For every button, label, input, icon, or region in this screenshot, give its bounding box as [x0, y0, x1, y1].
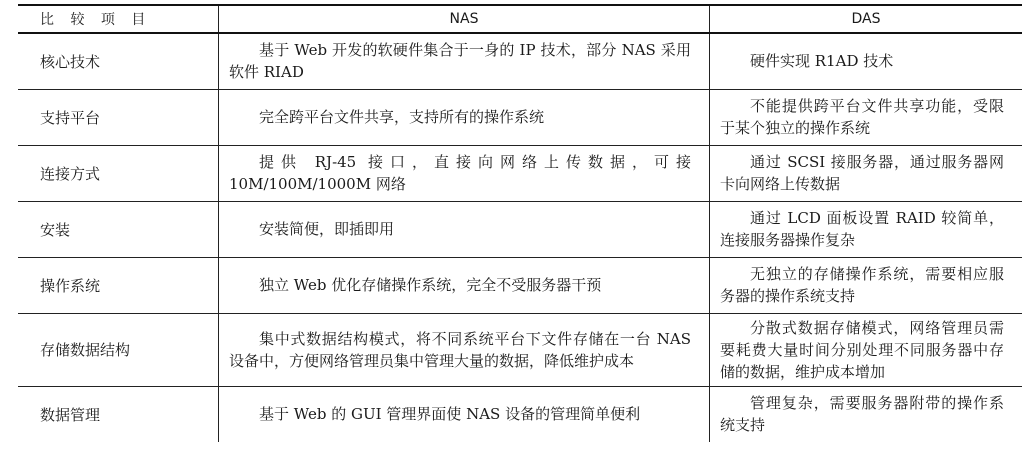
table-row	[18, 33, 1022, 89]
table-row	[18, 145, 1022, 201]
row-das: 不能提供跨平台文件共享功能，受限于某个独立的操作系统	[710, 89, 1023, 145]
row-item: 存储数据结构	[18, 313, 219, 386]
row-item: 支持平台	[18, 89, 219, 145]
row-item: 安装	[18, 201, 219, 257]
table-row	[18, 313, 1022, 386]
row-item: 核心技术	[18, 33, 219, 89]
header-das: DAS	[710, 5, 1023, 33]
row-item: 连接方式	[18, 145, 219, 201]
table-row	[18, 89, 1022, 145]
row-item: 操作系统	[18, 257, 219, 313]
row-das: 通过 SCSI 接服务器，通过服务器网卡向网络上传数据	[710, 145, 1023, 201]
comparison-table	[18, 4, 1022, 442]
header-comparison-item: 比 较 项 目	[18, 5, 219, 33]
row-nas: 基于 Web 开发的软硬件集合于一身的 IP 技术，部分 NAS 采用软件 RIAD	[219, 33, 710, 89]
row-nas: 集中式数据结构模式，将不同系统平台下文件存储在一台 NAS 设备中，方便网络管理员集中管理大量的数据，降低维护成本	[219, 313, 710, 386]
table-row	[18, 201, 1022, 257]
table-row	[18, 386, 1022, 442]
row-item: 数据管理	[18, 386, 219, 442]
row-nas: 完全跨平台文件共享，支持所有的操作系统	[219, 89, 710, 145]
row-nas: 提供 RJ-45 接口，直接向网络上传数据，可接 10M/100M/1000M 网络	[219, 145, 710, 201]
row-nas: 安装简便，即插即用	[219, 201, 710, 257]
row-nas: 独立 Web 优化存储操作系统，完全不受服务器干预	[219, 257, 710, 313]
row-das: 硬件实现 R1AD 技术	[710, 33, 1023, 89]
row-nas: 基于 Web 的 GUI 管理界面使 NAS 设备的管理简单便利	[219, 386, 710, 442]
row-das: 分散式数据存储模式，网络管理员需要耗费大量时间分别处理不同服务器中存储的数据，维护成本增加	[710, 313, 1023, 386]
row-das: 通过 LCD 面板设置 RAID 较简单，连接服务器操作复杂	[710, 201, 1023, 257]
row-das: 无独立的存储操作系统，需要相应服务器的操作系统支持	[710, 257, 1023, 313]
row-das: 管理复杂，需要服务器附带的操作系统支持	[720, 394, 1004, 435]
table-row	[18, 257, 1022, 313]
header-row	[18, 5, 1022, 33]
header-nas: NAS	[219, 5, 710, 33]
